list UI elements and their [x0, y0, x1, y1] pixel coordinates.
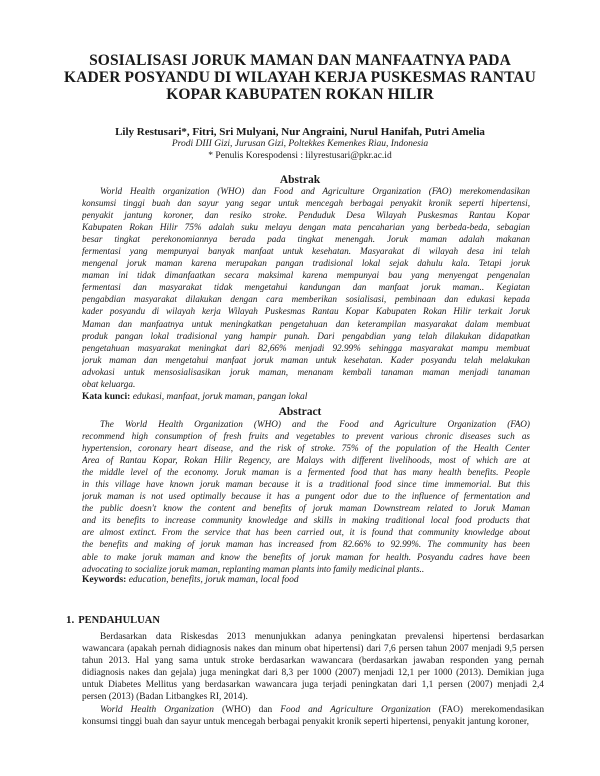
kata-kunci: [82, 391, 530, 403]
abstract-line: are almost extinct. From the service that has been carried out, it is found that community knowledge about: [82, 527, 530, 538]
body-line: wawancara (apakah pernah didiagnosis nakes dan minum obat hipertensi) dari 7,6 persen tahun 2007 menjadi 9,5 persen: [82, 644, 544, 655]
body-line: Berdasarkan data Riskesdas 2013 menunjukkan adanya peningkatan prevalensi hipertensi berdasarkan: [100, 632, 544, 642]
section-body: [82, 631, 544, 728]
keywords: [82, 574, 530, 586]
body-line: [82, 704, 544, 716]
body-line: didiagnosis nakes dan gejala) juga meningkat dari 8,3 per 1000 (2007) menjadi 12,1 per 1000 (2013). Demikian juga: [82, 668, 544, 679]
kata-kunci-label: Kata kunci:: [82, 392, 131, 402]
keywords-label: Keywords:: [82, 575, 127, 585]
abstrak-line: konsumsi tinggi buah dan sayur yang segar untuk mencegah berbagai penyakit kronik seperti hipertensi,: [82, 198, 530, 209]
abstrak-line: joruk maman dan mengetahui manfaat joruk maman untuk kesehatan. Kader posyandu telah melakukan: [82, 354, 530, 365]
abstrak-line: advokasi untuk mensosialisasikan joruk maman, menanam kembali tanaman maman menjadi tanaman: [82, 366, 530, 377]
abstract-heading: Abstract: [278, 406, 322, 418]
abstrak-line: fermentasi dan masyarakat tidak mengetahui kandungan dan manfaat joruk maman.. Kegiatan: [82, 282, 530, 293]
affiliation: Prodi DIII Gizi, Jurusan Gizi, Poltekkes Kemenkes Riau, Indonesia: [171, 139, 429, 149]
abstract-line: the public doesn't know the content and benefits of joruk maman Downstream related to Joruk Maman: [82, 503, 530, 514]
abstrak-line: World Health organization (WHO) dan Food and Agriculture Organization (FAO) merekomendasikan: [100, 186, 530, 196]
abstrak-line: fermentasi yang mempunyai banyak manfaat untuk kesehatan. Masyarakat di wilayah desa ini telah: [82, 246, 530, 257]
abstrak-heading: Abstrak: [279, 174, 321, 186]
author-list: Lily Restusari*, Fitri, Sri Mulyani, Nur Angraini, Nurul Hanifah, Putri Amelia: [115, 126, 485, 138]
abstract-line: joruk maman is not used optimally because it has a pungent odor due to the influence of fermentation and: [82, 491, 530, 502]
abstract-line: The World Health Organization (WHO) and the Food and Agriculture Organization (FAO): [100, 419, 530, 429]
p2-mid: (WHO) dan: [213, 704, 281, 715]
abstrak-line: mengenal joruk maman karena merupakan pangan tradisional lokal sejak dahulu kala. Tetapi joruk: [82, 258, 530, 269]
abstract-line: advocating to socialize joruk maman, replanting maman plants into family medicinal plants..: [82, 563, 425, 574]
abstrak-line: pengabdian masyarakat dilakukan dengan cara memberikan sosialisasi, pembinaan dan edukasi kepada: [82, 294, 530, 305]
abstrak-line: produk pangan lokal tradisional yang hampir punah. Dari pengabdian yang telah dilakukan didapatkan: [82, 330, 530, 341]
abstract-line: recommend high consumption of fresh fruits and vegetables to prevent various chronic diseases such as: [82, 431, 530, 442]
abstrak-line: Kabupaten Rokan Hilir 75% adalah suku melayu dengan mata pencaharian yang berbeda-beda, sebagian: [82, 222, 530, 233]
abstrak-line: maman ini tidak dimanfaatkan secara maksimal karena mempunyai bau yang menyengat pengenalan: [82, 270, 530, 281]
abstract-line: able to make joruk maman and know the benefits of joruk maman for health. Posyandu cadres have been: [82, 551, 530, 562]
abstrak-line: pengetahuan masyarakat meningkat dari 82,66% menjadi 92.99% sehingga masyarakat mampu membuat: [82, 342, 530, 353]
title-line-3: KOPAR KABUPATEN ROKAN HILIR: [166, 86, 434, 103]
section-heading-pendahuluan: [66, 614, 160, 627]
body-line: konsumsi tinggi buah dan sayur untuk mencegah berbagai penyakit kronik seperti hipertensi, penyakit jantung koroner,: [82, 716, 529, 727]
abstrak-line: kader posyandu di wilayah kerja Wilayah Puskesmas Rantau Kopar Kabupaten Rokan Hilir terkait Joruk: [82, 306, 530, 317]
kata-kunci-text: edukasi, manfaat, joruk maman, pangan lokal: [130, 392, 308, 402]
p2-rest: (FAO) merekomendasikan: [430, 704, 544, 715]
body-line: tahun 2013. Hal yang sama untuk stroke berdasarkan wawancara (berdasarkan jawaban responden yang pernah: [82, 656, 544, 667]
abstract-line: the benefits and making of joruk maman has increased from 82.66% to 92.99%. The community has been: [82, 539, 530, 550]
section-number: 1.: [66, 614, 75, 626]
paper-title: [60, 52, 540, 103]
abstrak-line: besar tingkat perekonomiannya berada pada tingkat menengah. Joruk maman adalah makanan: [82, 234, 530, 245]
abstrak-line: Maman dan manfaatnya untuk meningkatkan pengetahuan dan keterampilan masyarakat dalam membuat: [82, 318, 530, 329]
title-line-2: KADER POSYANDU DI WILAYAH KERJA PUSKESMAS RANTAU: [64, 69, 536, 86]
abstrak-line: penyakit jantung koroner, dan resiko stroke. Penduduk Desa Wilayah Puskesmas Rantau Kopar: [82, 210, 530, 221]
corresponding-author: * Penulis Korespodensi : lilyrestusari@pkr.ac.id: [208, 151, 392, 161]
abstract-line: in this village have known joruk maman because it is a traditional food since time immemorial. But this: [82, 479, 530, 490]
abstract-line: Area of Rantau Kopar, Rokan Hilir Regency, are Malays with different livelihoods, most of which are at: [82, 455, 530, 466]
abstract-line: hypertension, coronary heart disease, and the risk of stroke. 75% of the population of the Health Center: [82, 443, 530, 454]
abstract-line: and its benefits to increase community knowledge and skills in making traditional local food products that: [82, 515, 530, 526]
keywords-text: education, benefits, joruk maman, local food: [126, 575, 299, 585]
body-line: untuk Diabetes Mellitus yang berdasarkan wawancara juga terjadi peningkatan dari 1,1 persen (2007) menjadi 2,4: [82, 680, 544, 691]
fao-italic: Food and Agriculture Organization: [280, 704, 431, 715]
abstrak-line: obat keluarga.: [82, 378, 136, 389]
who-italic: World Health Organization: [100, 704, 214, 715]
body-line: persen (2013) (Badan Litbangkes RI, 2014).: [82, 692, 248, 703]
abstract-body: [82, 418, 530, 575]
abstract-line: the middle level of the economy. Joruk maman is a fermented food that has many health benefits. People: [82, 467, 530, 478]
section-title: PENDAHULUAN: [78, 615, 160, 626]
abstrak-body: [82, 185, 530, 390]
title-line-1: SOSIALISASI JORUK MAMAN DAN MANFAATNYA PADA: [89, 52, 511, 69]
